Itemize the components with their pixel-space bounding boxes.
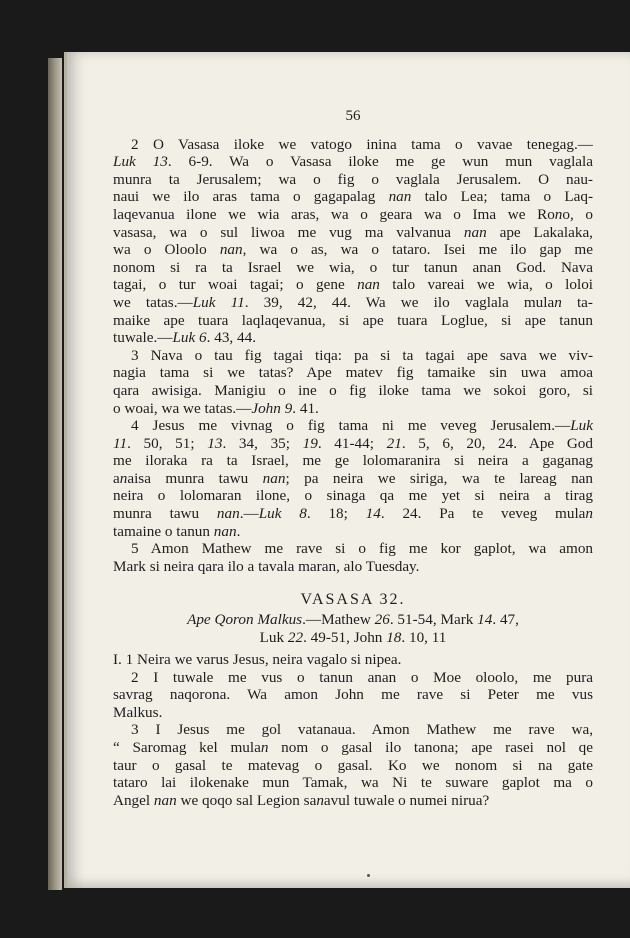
italic-text-run: nan bbox=[357, 276, 380, 294]
book-page bbox=[64, 52, 630, 888]
text-run: a bbox=[113, 469, 120, 487]
text-line bbox=[113, 294, 593, 312]
text-run: ; pa neira we siriga, wa te lareag nan bbox=[285, 469, 593, 487]
italic-text-run: nan bbox=[219, 241, 243, 259]
text-line bbox=[113, 259, 593, 277]
text-run: me iloraka ra ta Israel, me ge lolomaranira si neira a gaganag bbox=[113, 452, 593, 470]
reference-line bbox=[113, 611, 593, 629]
text-run: . 51-54, Mark bbox=[389, 611, 478, 629]
lesson-notes-section bbox=[113, 136, 593, 576]
text-run: Angel bbox=[113, 791, 154, 809]
text-run: vasasa, wa o sul liwoa me vug ma valvanua bbox=[113, 223, 464, 241]
text-line bbox=[113, 136, 593, 154]
text-line bbox=[113, 523, 593, 541]
italic-text-run: Ape Qoron Malkus bbox=[187, 611, 303, 629]
text-run: naui we ilo aras tama o gagapalag bbox=[113, 188, 389, 206]
text-line bbox=[113, 487, 593, 505]
text-line bbox=[113, 188, 593, 206]
text-run: . 43, 44. bbox=[206, 329, 256, 347]
text-run: .—Mathew bbox=[302, 611, 375, 629]
text-line bbox=[113, 206, 593, 224]
text-run: taur o gasal te matevag o gasal. Ko we nonom si na gate bbox=[113, 756, 593, 774]
italic-text-run: nan bbox=[216, 505, 240, 523]
italic-text-run: Luk bbox=[570, 417, 593, 435]
text-run: , wa o as, wa o tataro. Isei me ilo gap me bbox=[242, 241, 593, 259]
text-run: 2 O Vasasa iloke we vatogo inina tama o vavae tenegag.— bbox=[131, 135, 593, 153]
text-run: . 18; bbox=[306, 505, 366, 523]
text-run: o, o bbox=[562, 205, 593, 223]
italic-text-run: n bbox=[260, 739, 269, 756]
text-run: avul tuwale o numei nirua? bbox=[323, 791, 490, 809]
text-line bbox=[113, 669, 593, 687]
text-line bbox=[113, 241, 593, 259]
text-run: nom o gasal ilo tanona; ape rasei nol qe bbox=[268, 739, 593, 756]
italic-text-run: nan bbox=[463, 223, 487, 241]
italic-text-run: nan bbox=[213, 522, 237, 540]
text-run: tagai, o tur woai tagai; o gene bbox=[113, 276, 358, 294]
italic-text-run: n bbox=[585, 505, 593, 523]
italic-text-run: 11 bbox=[113, 434, 128, 452]
italic-text-run: Luk 6 bbox=[172, 329, 207, 347]
paragraph bbox=[113, 721, 593, 809]
italic-text-run: n bbox=[316, 791, 324, 809]
text-run: . 6-9. Wa o Vasasa iloke me ge wun mun vaglala bbox=[167, 153, 593, 171]
italic-text-run: 13 bbox=[207, 434, 223, 452]
text-run: nagia tama si we tatas? Ape matev fig tamaike sin uwa amoa bbox=[113, 364, 593, 382]
text-run: . bbox=[236, 522, 241, 540]
lesson-body-section bbox=[113, 651, 593, 809]
text-line bbox=[113, 400, 593, 418]
text-run: wa o Oloolo bbox=[113, 241, 220, 259]
text-run: talo Lea; tama o Laq- bbox=[411, 188, 594, 206]
text-line bbox=[113, 558, 593, 576]
text-run: I. 1 Neira we varus Jesus, neira vagalo si nipea. bbox=[113, 651, 402, 669]
text-line bbox=[113, 153, 593, 171]
text-line bbox=[113, 329, 593, 347]
italic-text-run: n bbox=[554, 293, 562, 311]
paragraph bbox=[113, 347, 593, 417]
text-line bbox=[113, 347, 593, 365]
italic-text-run: nan bbox=[262, 469, 286, 487]
text-run: . 5, 6, 20, 24. Ape God bbox=[401, 434, 593, 452]
text-line bbox=[113, 540, 593, 558]
text-line bbox=[113, 171, 593, 189]
text-run: we qoqo sal Legion sa bbox=[176, 791, 317, 809]
text-run: . 24. Pa te veveg mula bbox=[380, 505, 586, 523]
text-line bbox=[113, 774, 593, 792]
paragraph bbox=[113, 136, 593, 347]
page-edge-shadow bbox=[48, 58, 62, 890]
italic-text-run: John 9 bbox=[251, 399, 293, 417]
text-line bbox=[113, 435, 593, 453]
text-run: maike ape tuara laqlaqevanua, si ape tuara Loglue, si ape tanun bbox=[113, 311, 593, 329]
italic-text-run: Luk 13 bbox=[113, 153, 168, 171]
text-run: . 49-51, John bbox=[303, 629, 387, 647]
text-run: aisa munra tawu bbox=[127, 469, 263, 487]
text-run: tuwale.— bbox=[113, 329, 173, 347]
text-line bbox=[113, 417, 593, 435]
italic-text-run: 14 bbox=[477, 611, 493, 629]
reference-line bbox=[113, 629, 593, 647]
italic-text-run: 18 bbox=[386, 629, 402, 647]
paragraph bbox=[113, 540, 593, 575]
text-run: 4 Jesus me vivnag o fig tama ni me veveg Jerusalem.— bbox=[131, 417, 571, 435]
text-line bbox=[113, 452, 593, 470]
italic-text-run: nan bbox=[153, 791, 177, 809]
text-run: qara awisiga. Manigiu o ine o fig iloke tama we sokoi goro, si bbox=[113, 381, 593, 399]
text-line bbox=[113, 276, 593, 294]
text-line bbox=[113, 721, 593, 739]
text-run: munra ta Jerusalem; wa o fig o vaglala Jerusalem. O nau- bbox=[113, 170, 593, 188]
text-line bbox=[113, 312, 593, 330]
text-run: . 41-44; bbox=[317, 434, 387, 452]
text-run: o woai, wa we tatas.— bbox=[113, 399, 252, 417]
paragraph bbox=[113, 651, 593, 669]
italic-text-run: 26 bbox=[374, 611, 390, 629]
text-line bbox=[113, 505, 593, 523]
text-run: nonom si ra ta Israel we wia, o tur tanun anan God. Nava bbox=[113, 258, 593, 276]
italic-text-run: 22 bbox=[287, 629, 304, 647]
text-run: Luk bbox=[259, 629, 288, 647]
text-run: 3 Nava o tau fig tagai tiqa: pa si ta tagai ape sava we viv- bbox=[131, 346, 593, 364]
paragraph bbox=[113, 417, 593, 540]
italic-text-run: Luk 11 bbox=[192, 293, 245, 311]
text-line bbox=[113, 792, 593, 810]
text-line bbox=[113, 382, 593, 400]
italic-text-run: 19 bbox=[302, 434, 318, 452]
text-line bbox=[113, 651, 593, 669]
italic-text-run: nan bbox=[388, 188, 412, 206]
text-run: Malkus. bbox=[113, 703, 163, 721]
text-run: .— bbox=[239, 505, 259, 523]
italic-text-run: n bbox=[554, 205, 563, 223]
text-run: savrag naqorona. Wa amon John me rave si Peter me vus bbox=[113, 686, 593, 704]
text-run: . 10, 11 bbox=[401, 629, 447, 647]
text-run: . 50, 51; bbox=[127, 434, 208, 452]
italic-text-run: 21 bbox=[386, 434, 402, 452]
text-run: 3 I Jesus me gol vatanaua. Amon Mathew me rave wa, bbox=[131, 721, 593, 739]
text-line bbox=[113, 704, 593, 722]
ink-speck bbox=[367, 874, 370, 877]
italic-text-run: n bbox=[119, 469, 128, 487]
text-line bbox=[113, 470, 593, 488]
text-line bbox=[113, 224, 593, 242]
text-line bbox=[113, 686, 593, 704]
text-line bbox=[113, 364, 593, 382]
text-run: ta- bbox=[561, 293, 593, 311]
lesson-heading: VASASA 32. bbox=[300, 591, 406, 609]
text-run: 2 I tuwale me vus o tanun anan o Moe oloolo, me pura bbox=[131, 668, 593, 686]
text-run: . 39, 42, 44. Wa we ilo vaglala mula bbox=[244, 293, 555, 311]
text-run: “ Saromag kel mula bbox=[113, 739, 261, 756]
text-run: laqevanua ilone we wia aras, wa o geara wa o Ima we Ro bbox=[113, 205, 555, 223]
text-run: . 41. bbox=[292, 399, 319, 417]
text-run: tataro lai ilokenake mun Tamak, wa Ni te suware gaplot ma o bbox=[113, 774, 593, 792]
text-run: we tatas.— bbox=[113, 293, 193, 311]
text-run: . 47, bbox=[492, 611, 519, 629]
text-line bbox=[113, 739, 593, 757]
text-run: ape Lakalaka, bbox=[486, 223, 593, 241]
page-text bbox=[113, 108, 593, 809]
text-run: . 34, 35; bbox=[222, 434, 303, 452]
italic-text-run: 14 bbox=[365, 505, 381, 523]
page-number: 56 bbox=[345, 108, 361, 124]
lesson-reference bbox=[113, 611, 593, 647]
text-run: munra tawu bbox=[113, 505, 217, 523]
paragraph bbox=[113, 669, 593, 722]
text-run: neira o lolomaran ilone, o sinaga qa me yet si neira a tirag bbox=[113, 487, 593, 505]
text-run: talo vareai we wia, o loloi bbox=[379, 276, 594, 294]
text-run: Mark si neira qara ilo a tavala maran, alo Tuesday. bbox=[113, 557, 420, 575]
text-run: tamaine o tanun bbox=[113, 522, 214, 540]
text-line bbox=[113, 757, 593, 775]
italic-text-run: Luk 8 bbox=[258, 505, 307, 523]
text-run: 5 Amon Mathew me rave si o fig me kor gaplot, wa amon bbox=[131, 540, 593, 558]
